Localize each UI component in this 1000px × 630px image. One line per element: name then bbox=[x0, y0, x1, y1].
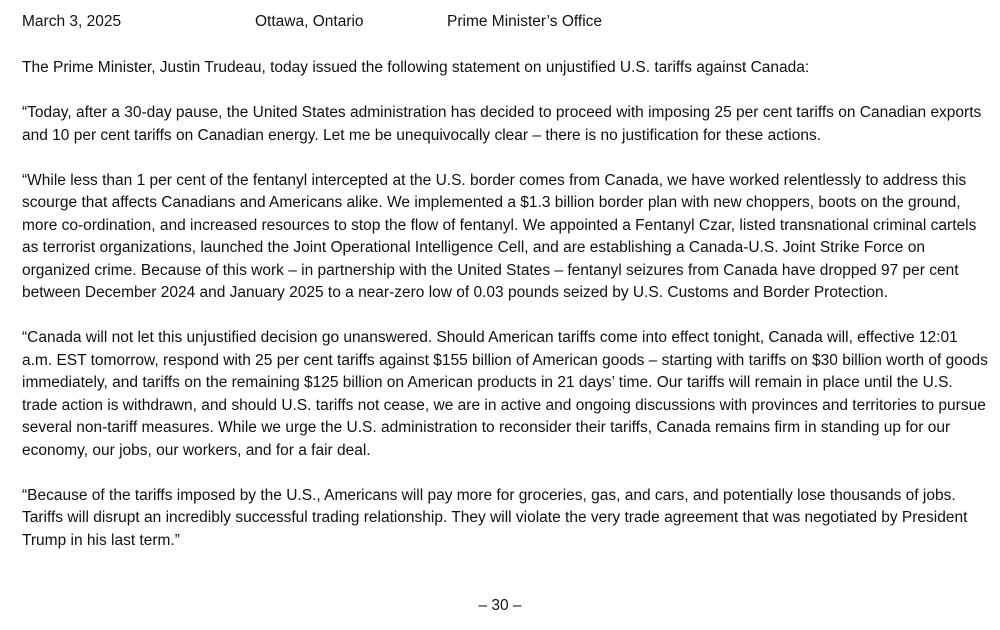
release-location: Ottawa, Ontario bbox=[255, 13, 364, 30]
intro-paragraph: The Prime Minister, Justin Trudeau, today issued the following statement on unjustified U.S. tariffs against Canada: bbox=[22, 59, 810, 76]
release-office: Prime Minister’s Office bbox=[447, 13, 603, 30]
statement-body bbox=[22, 57, 988, 575]
statement-paragraph-fentanyl: “While less than 1 per cent of the fentanyl intercepted at the U.S. border comes from Canada, we have worked relentlessly to address this scourge that affects Canadians and Americans alike. We implemented a $1.3 billion border plan with new choppers, boots on the ground, more co-ordination, and increased resources to stop the flow of fentanyl. We appointed a Fentanyl Czar, listed transnational criminal cartels as terrorist organizations, launched the Joint Operational Intelligence Cell, and are establishing a Canada-U.S. Joint Strike Force on organized crime. Because of this work – in partnership with the United States – fentanyl seizures from Canada have dropped 97 per cent between December 2024 and January 2025 to a near-zero low of 0.03 pounds seized by U.S. Customs and Border Protection. bbox=[22, 171, 977, 301]
statement-paragraph-tariffs: “Today, after a 30-day pause, the United States administration has decided to proceed with imposing 25 per cent tariffs on Canadian exports and 10 per cent tariffs on Canadian energy. Let me be unequivocally clear – there is no justification for these actions. bbox=[22, 104, 982, 144]
statement-paragraph-response: “Canada will not let this unjustified decision go unanswered. Should American tariffs come into effect tonight, Canada will, effective 12:01 a.m. EST tomorrow, respond with 25 per cent tariffs against $155 billion of American goods – starting with tariffs on $30 billion worth of goods immediately, and tariffs on the remaining $125 billion on American products in 21 days’ time. Our tariffs will remain in place until the U.S. trade action is withdrawn, and should U.S. tariffs not cease, we are in active and ongoing discussions with provinces and territories to pursue several non-tariff measures. While we urge the U.S. administration to reconsider their tariffs, Canada remains firm in standing up for our economy, our jobs, our workers, and for a fair deal. bbox=[22, 329, 988, 459]
statement-paragraph-consequences: “Because of the tariffs imposed by the U.S., Americans will pay more for groceries, gas, and cars, and potentially lose thousands of jobs. Tariffs will disrupt an incredibly successful trading relationship. They will violate the very trade agreement that was negotiated by President Trump in his last term.” bbox=[22, 486, 968, 549]
document-header bbox=[22, 12, 978, 34]
end-marker: – 30 – bbox=[478, 597, 522, 614]
release-date: March 3, 2025 bbox=[22, 13, 122, 30]
